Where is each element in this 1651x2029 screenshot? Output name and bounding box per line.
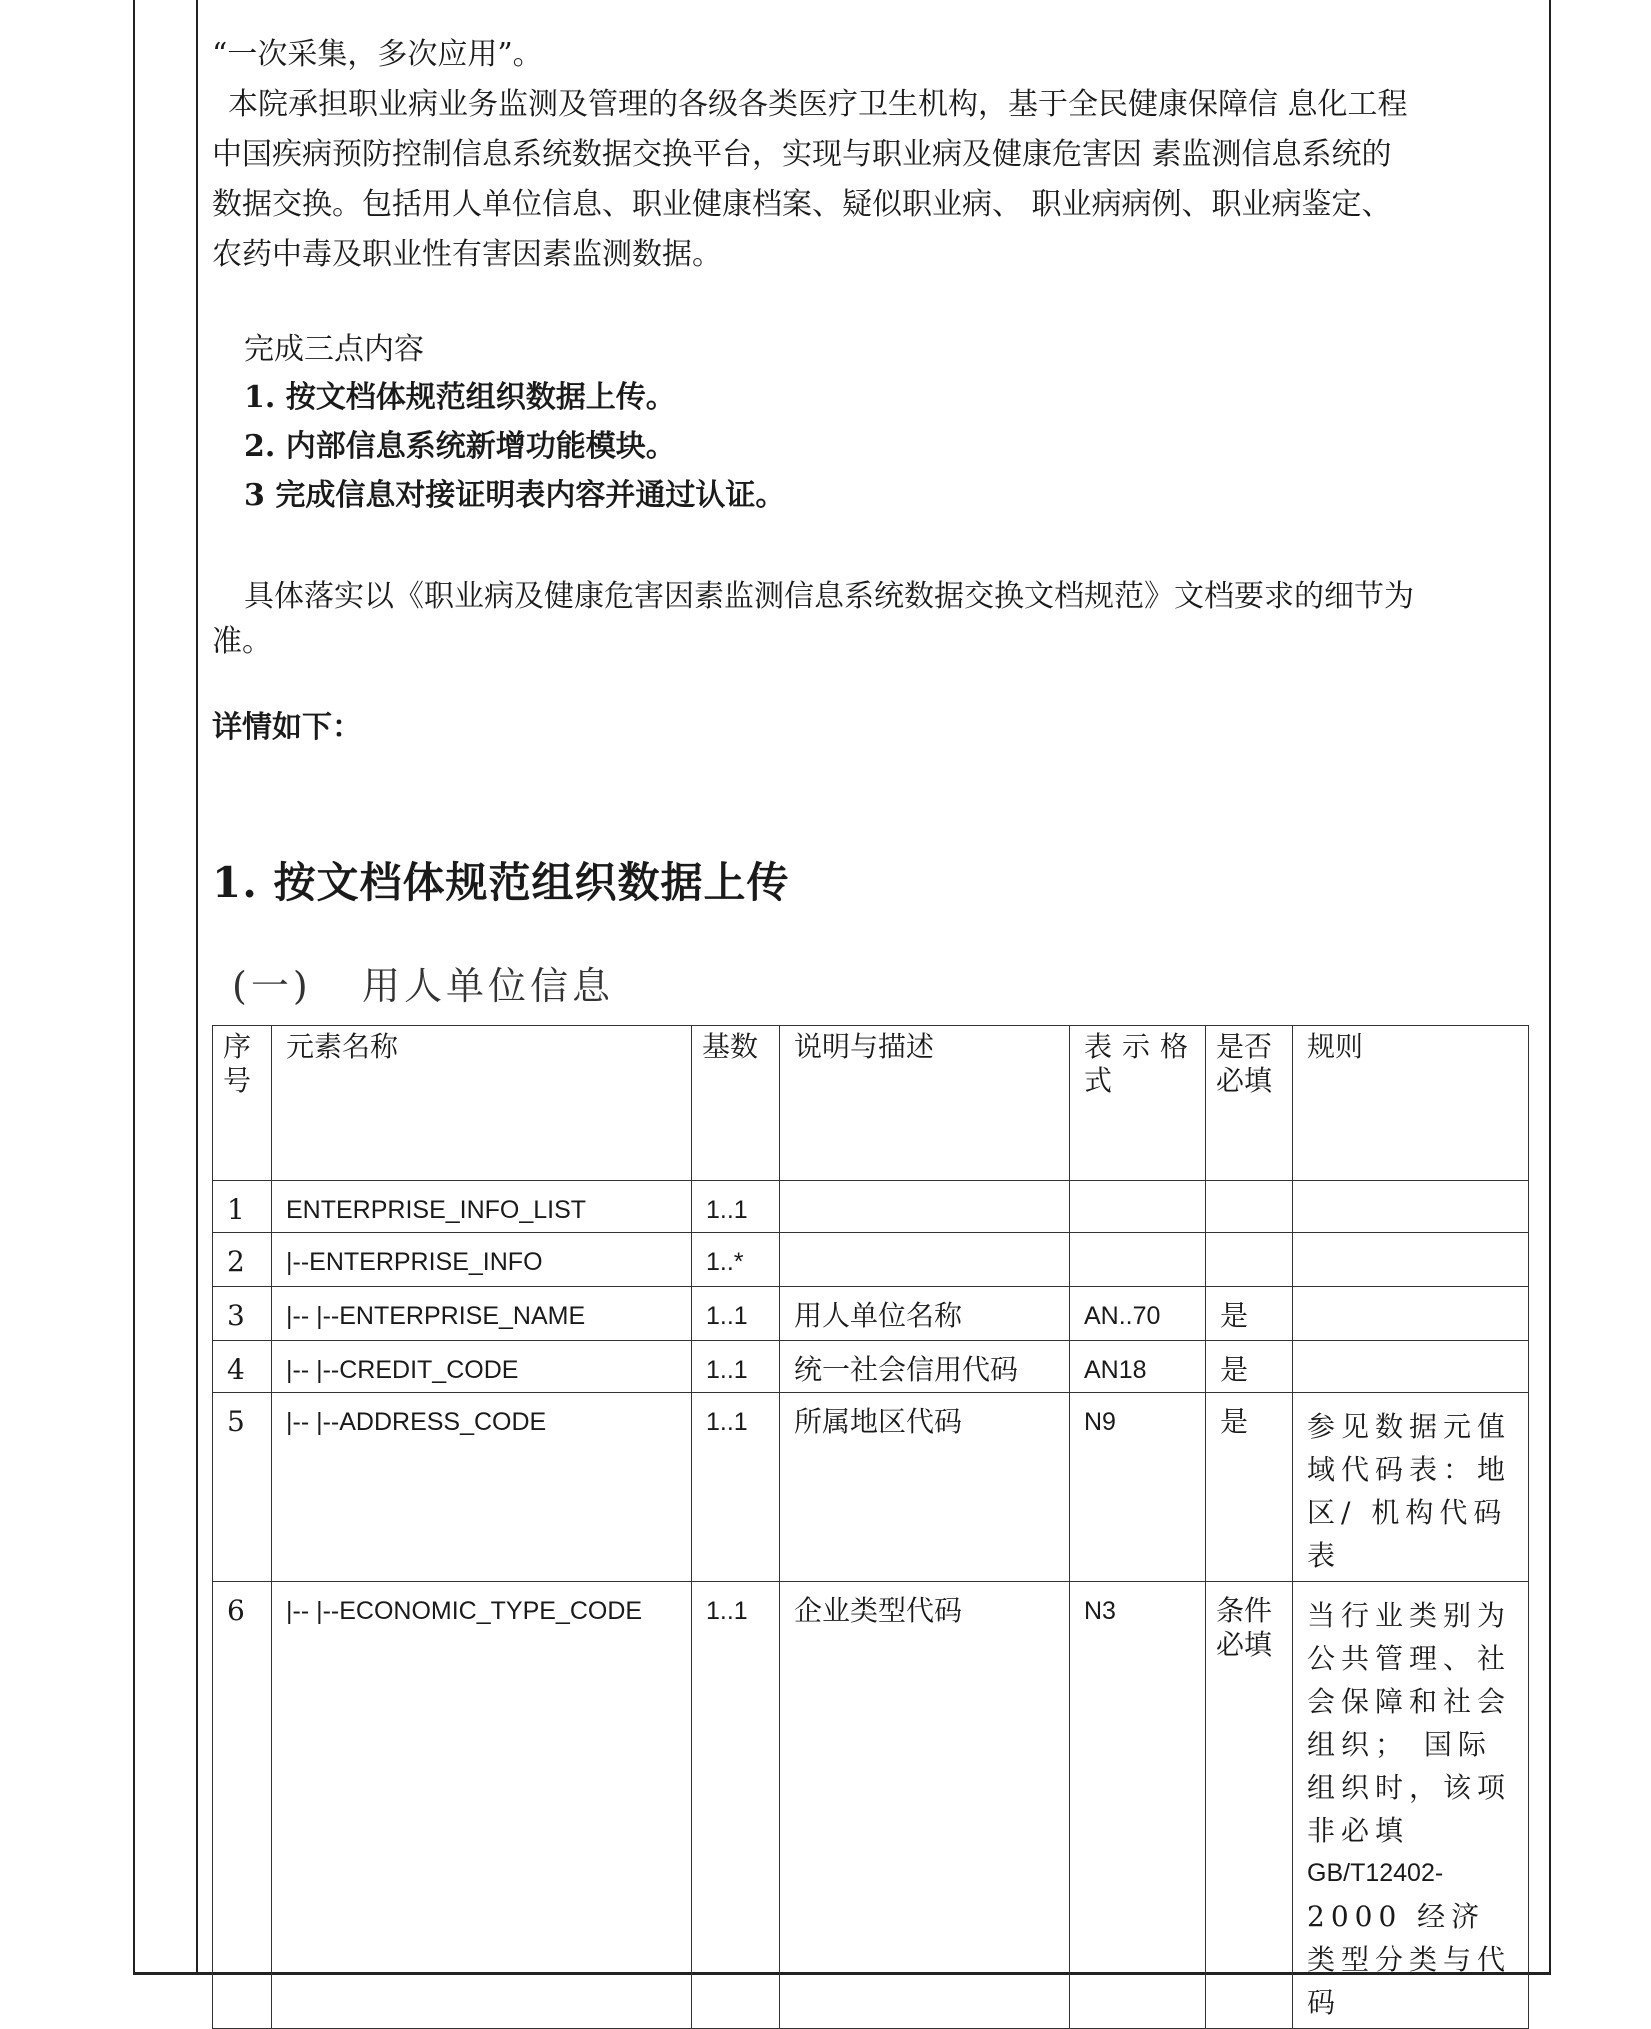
intro-section [212, 30, 1540, 280]
row-name: |-- |--ECONOMIC_TYPE_CODE [272, 1582, 692, 2029]
task-item-2: 2. 内部信息系统新增功能模块。 [244, 429, 676, 464]
implementation-line-1: 具体落实以《职业病及健康危害因素监测信息系统数据交换文档规范》文档要求的细节为 [244, 579, 1414, 614]
row-name: ENTERPRISE_INFO_LIST [272, 1181, 692, 1233]
task-item-3: 3 完成信息对接证明表内容并通过认证。 [244, 478, 786, 513]
row-required: 是 [1206, 1393, 1293, 1582]
element-spec-table [212, 1025, 1529, 2029]
row-seq: 6 [213, 1582, 272, 2029]
row-seq: 5 [213, 1393, 272, 1582]
rule-condition: 当行业类别为公共管理、社会保障和社会组织； 国际组织时，该项非必填 [1307, 1599, 1512, 1847]
row-seq: 4 [213, 1341, 272, 1393]
table-row [213, 1233, 1529, 1287]
row-cardinality: 1..1 [692, 1582, 780, 2029]
section-title: 1. 按文档体规范组织数据上传 [212, 858, 790, 907]
header-name: 元素名称 [272, 1026, 692, 1181]
row-name: |-- |--ADDRESS_CODE [272, 1393, 692, 1582]
row-required [1206, 1181, 1293, 1233]
header-required: 是否必填 [1206, 1026, 1293, 1181]
row-required [1206, 1233, 1293, 1287]
subsection-heading [232, 955, 614, 1010]
header-seq: 序号 [213, 1026, 272, 1181]
table-row [213, 1393, 1529, 1582]
header-cardinality: 基数 [692, 1026, 780, 1181]
tasks-heading: 完成三点内容 [244, 332, 424, 367]
intro-line-3: 数据交换。包括用人单位信息、职业健康档案、疑似职业病、 职业病病例、职业病鉴定、 [212, 187, 1392, 222]
row-required: 是 [1206, 1287, 1293, 1341]
rule-standard-title: 2000 经济类型分类与代码 [1307, 1900, 1512, 2019]
rule-standard-ref: GB/T12402- [1307, 1859, 1444, 1887]
row-format: AN..70 [1070, 1287, 1206, 1341]
header-format: 表示格式 [1070, 1026, 1206, 1181]
row-seq: 2 [213, 1233, 272, 1287]
row-desc [780, 1181, 1070, 1233]
table-row [213, 1582, 1529, 2029]
table-row [213, 1181, 1529, 1233]
row-seq: 3 [213, 1287, 272, 1341]
frame-right-border [1549, 0, 1551, 1975]
quote-line: “一次采集，多次应用”。 [212, 37, 543, 72]
table-row [213, 1287, 1529, 1341]
row-format [1070, 1181, 1206, 1233]
row-format [1070, 1233, 1206, 1287]
table-row [213, 1341, 1529, 1393]
row-name: |-- |--ENTERPRISE_NAME [272, 1287, 692, 1341]
row-name: |--ENTERPRISE_INFO [272, 1233, 692, 1287]
row-rule [1293, 1582, 1529, 2029]
row-desc: 所属地区代码 [780, 1393, 1070, 1582]
row-rule [1293, 1287, 1529, 1341]
table-header-row [213, 1026, 1529, 1181]
header-rule: 规则 [1293, 1026, 1529, 1181]
row-cardinality: 1..* [692, 1233, 780, 1287]
intro-line-4: 农药中毒及职业性有害因素监测数据。 [212, 237, 722, 272]
row-desc: 统一社会信用代码 [780, 1341, 1070, 1393]
subsection-title: 用人单位信息 [362, 964, 615, 1008]
task-item-1: 1. 按文档体规范组织数据上传。 [244, 380, 676, 415]
row-cardinality: 1..1 [692, 1341, 780, 1393]
intro-line-2: 中国疾病预防控制信息系统数据交换平台，实现与职业病及健康危害因 素监测信息系统的 [212, 137, 1392, 172]
frame-left-border [133, 0, 135, 1975]
row-required: 条件必填 [1206, 1582, 1293, 2029]
implementation-line-2: 准。 [212, 624, 272, 659]
row-cardinality: 1..1 [692, 1287, 780, 1341]
frame-inner-border [196, 0, 198, 1975]
header-desc: 说明与描述 [780, 1026, 1070, 1181]
row-format: AN18 [1070, 1341, 1206, 1393]
row-format: N9 [1070, 1393, 1206, 1582]
row-rule: 参见数据元值域代码表：地区/ 机构代码表 [1293, 1393, 1529, 1582]
row-name: |-- |--CREDIT_CODE [272, 1341, 692, 1393]
subsection-number: (一) [232, 964, 312, 1008]
row-rule [1293, 1233, 1529, 1287]
row-cardinality: 1..1 [692, 1393, 780, 1582]
intro-line-1: 本院承担职业病业务监测及管理的各级各类医疗卫生机构，基于全民健康保障信 息化工程 [228, 87, 1408, 122]
row-rule [1293, 1181, 1529, 1233]
row-seq: 1 [213, 1181, 272, 1233]
row-cardinality: 1..1 [692, 1181, 780, 1233]
row-desc: 用人单位名称 [780, 1287, 1070, 1341]
row-format: N3 [1070, 1582, 1206, 2029]
row-desc: 企业类型代码 [780, 1582, 1070, 2029]
row-required: 是 [1206, 1341, 1293, 1393]
row-rule [1293, 1341, 1529, 1393]
row-desc [780, 1233, 1070, 1287]
details-label: 详情如下： [212, 710, 362, 745]
